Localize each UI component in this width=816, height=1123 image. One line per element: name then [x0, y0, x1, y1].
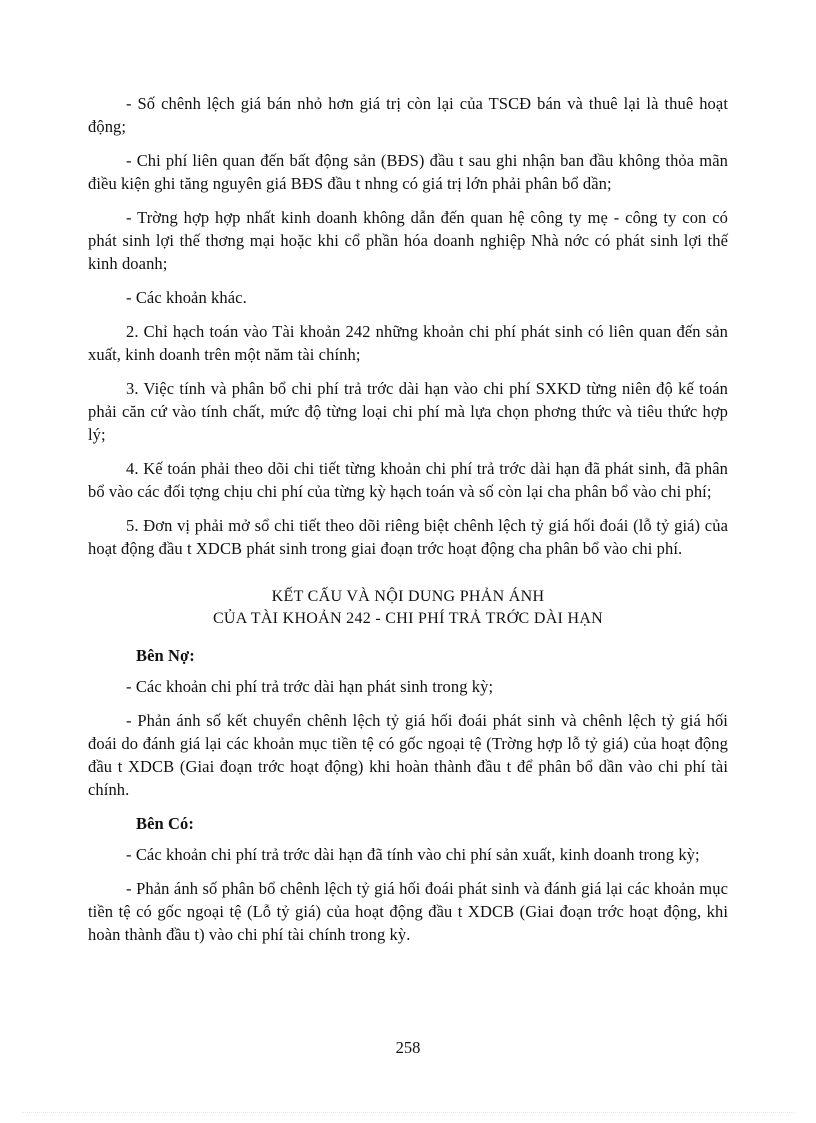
paragraph: 4. Kế toán phải theo dõi chi tiết từng khoản chi phí trả trớc dài hạn đã phát sinh, đã phân bổ vào các đối tợng chịu chi phí của từng kỳ hạch toán và số còn lại cha phân bổ vào chi phí; — [88, 459, 728, 501]
page-number: 258 — [395, 1038, 421, 1057]
ben-no-item: - Các khoản chi phí trả trớc dài hạn phát sinh trong kỳ; — [126, 677, 494, 696]
paragraph: 5. Đơn vị phải mở sổ chi tiết theo dõi riêng biệt chênh lệch tỷ giá hối đoái (lỗ tỷ giá) của hoạt động đầu t XDCB phát sinh trong giai đoạn trớc hoạt động cha phân bổ vào chi phí. — [88, 516, 728, 558]
ben-co-label: Bên Có: — [136, 814, 194, 833]
paragraph: 2. Chỉ hạch toán vào Tài khoản 242 những khoản chi phí phát sinh có liên quan đến sản xuất, kinh doanh trên một năm tài chính; — [88, 322, 728, 364]
section-heading-line-2: CỦA TÀI KHOẢN 242 - CHI PHÍ TRẢ TRỚC DÀI HẠN — [212, 610, 604, 627]
section-heading — [88, 586, 728, 630]
section-heading-line-1: KẾT CẤU VÀ NỘI DUNG PHẢN ÁNH — [271, 588, 545, 605]
ben-co-item: - Phản ánh số phân bổ chênh lệch tỷ giá hối đoái phát sinh và đánh giá lại các khoản mục tiền tệ có gốc ngoại tệ (Lỗ tỷ giá) của hoạt động đầu t XDCB (Giai đoạn trớc hoạt động, khi hoàn thành đầu t) vào chi phí tài chính trong kỳ. — [88, 879, 728, 944]
paragraph: - Số chênh lệch giá bán nhỏ hơn giá trị còn lại của TSCĐ bán và thuê lại là thuê hoạt động; — [88, 94, 728, 136]
document-page — [88, 92, 728, 957]
paragraph: - Các khoản khác. — [126, 288, 247, 307]
paragraph: - Trờng hợp hợp nhất kinh doanh không dẫn đến quan hệ công ty mẹ - công ty con có phát sinh lợi thế thơng mại hoặc khi cổ phần hóa doanh nghiệp Nhà nớc có phát sinh lợi thế kinh doanh; — [88, 208, 728, 273]
ben-no-label: Bên Nợ: — [136, 646, 195, 665]
ben-co-item: - Các khoản chi phí trả trớc dài hạn đã tính vào chi phí sản xuất, kinh doanh trong kỳ; — [126, 845, 700, 864]
paragraph: - Chi phí liên quan đến bất động sản (BĐS) đầu t sau ghi nhận ban đầu không thỏa mãn điều kiện ghi tăng nguyên giá BĐS đầu t nhng có giá trị lớn phải phân bổ dần; — [88, 151, 728, 193]
footer-divider — [22, 1112, 794, 1113]
ben-no-item: - Phản ánh số kết chuyển chênh lệch tỷ giá hối đoái phát sinh và chênh lệch tỷ giá hối đoái do đánh giá lại các khoản mục tiền tệ có gốc ngoại tệ (Trờng hợp lỗ tỷ giá) của hoạt động đầu t XDCB (Giai đoạn trớc hoạt động) khi hoàn thành đầu t để phân bổ dần vào chi phí tài chính. — [88, 711, 728, 799]
paragraph: 3. Việc tính và phân bổ chi phí trả trớc dài hạn vào chi phí SXKD từng niên độ kế toán phải căn cứ vào tính chất, mức độ từng loại chi phí mà lựa chọn phơng thức và tiêu thức hợp lý; — [88, 379, 728, 444]
